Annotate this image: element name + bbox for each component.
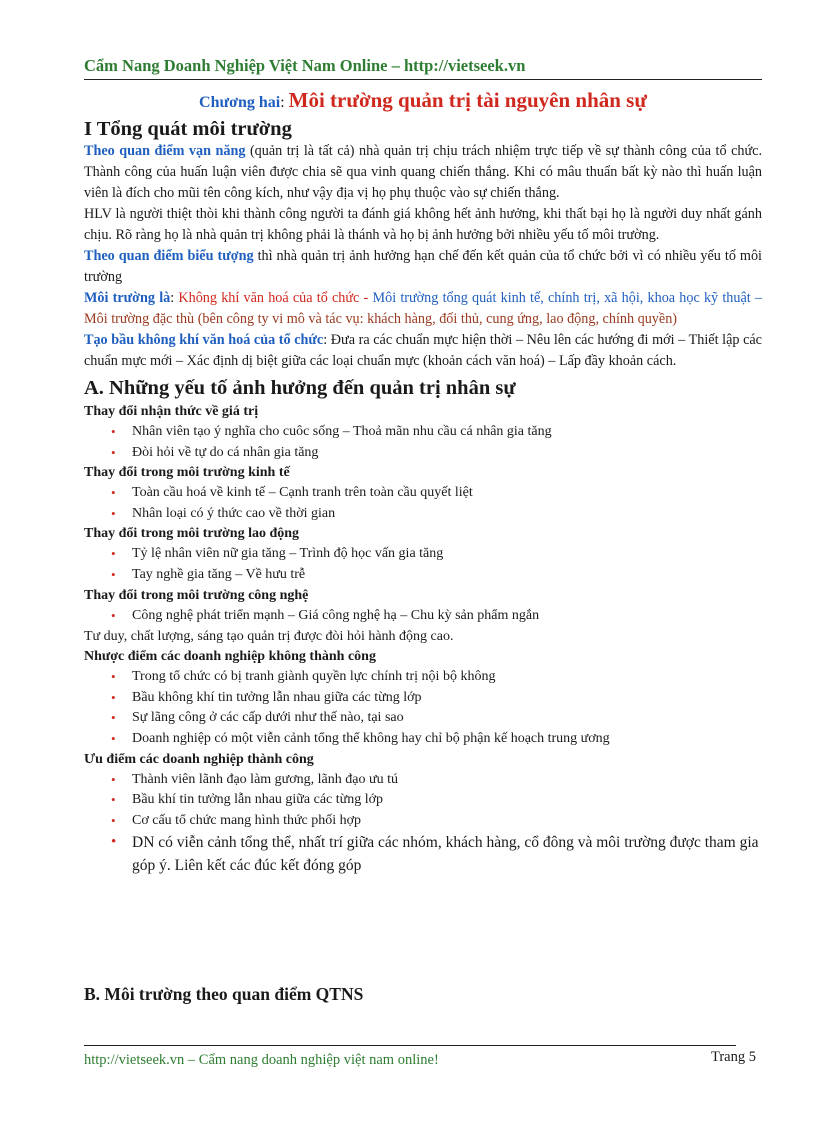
- environment-lead: Môi trường là: [84, 290, 171, 306]
- list-item-text: Bầu không khí tin tưởng lẫn nhau giữa các từng lớp: [132, 689, 422, 705]
- list-item: [84, 544, 762, 565]
- factor-group: [84, 402, 762, 463]
- thinking-line: Tư duy, chất lượng, sáng tạo quản trị được đòi hỏi hành động cao.: [84, 629, 454, 645]
- list-item: [84, 831, 762, 877]
- culture-text: : Đưa ra các chuẩn mực hiện thời – Nêu lên các hướng đi mới – Thiết lập các chuẩn mực mới – Xác định dị biệt giữa các loại chuẩn mực (khoản cách văn hoá) – Lấp đầy khoản cách.: [84, 332, 762, 369]
- list-item: [84, 667, 762, 688]
- bullet-icon: •: [111, 792, 116, 808]
- list-item-text: Công nghệ phát triển mạnh – Giá công nghệ hạ – Chu kỳ sản phẩm ngắn: [132, 607, 540, 623]
- list-item-text: Trong tổ chức có bị tranh giành quyền lực chính trị nội bộ không: [132, 669, 496, 685]
- strength-title: Ưu điểm các doanh nghiệp thành công: [84, 751, 314, 767]
- page-body: [84, 56, 762, 877]
- environment-specific: Môi trường đặc thù (bên công ty vi mô và tác vụ: khách hàng, đối thủ, cung ứng, lao động, chính quyền): [84, 311, 678, 327]
- bullet-icon: •: [111, 710, 116, 726]
- factor-group: [84, 463, 762, 524]
- section-b-heading: B. Môi trường theo quan điểm QTNS: [84, 984, 364, 1004]
- list-item: [84, 504, 762, 525]
- footer-rule: [84, 1045, 736, 1046]
- list-item: [84, 708, 762, 729]
- list-item: [84, 811, 762, 832]
- bullet-icon: •: [111, 834, 117, 851]
- list-item-text: Tay nghề gia tăng – Về hưu trễ: [132, 566, 306, 582]
- list-item-text: Cơ cấu tổ chức mang hình thức phối hợp: [132, 812, 362, 828]
- weakness-group: [84, 647, 762, 749]
- section-a-heading: A. Những yếu tố ảnh hưởng đến quản trị nhân sự: [84, 377, 516, 399]
- symbolic-view-lead: Theo quan điểm biểu tượng: [84, 248, 254, 264]
- section-i-heading: I Tổng quát môi trường: [84, 118, 292, 140]
- bullet-icon: •: [111, 771, 116, 787]
- environment-culture: Không khí văn hoá của tổ chức -: [178, 290, 373, 306]
- footer-link[interactable]: http://vietseek.vn – Cẩm nang doanh nghiệp việt nam online!: [84, 1052, 439, 1068]
- bullet-icon: •: [111, 444, 116, 460]
- list-item: [84, 790, 762, 811]
- symbolic-view-text: thì nhà quản trị ảnh hưởng hạn chế đến kết quản của tổ chức bởi vì có nhiều yếu tố môi trường: [84, 248, 762, 285]
- bullet-icon: •: [111, 669, 116, 685]
- bullet-icon: •: [111, 730, 116, 746]
- paragraph-symbolic-view: [84, 246, 762, 288]
- list-item-text: Nhân loại có ý thức cao về thời gian: [132, 505, 336, 521]
- list-item-text: Sự lãng công ở các cấp dưới như thế nào, tại sao: [132, 710, 404, 726]
- universal-view-text: (quản trị là tất cả) nhà quản trị chịu trách nhiệm trực tiếp về sự thành công của tổ chức. Thành công của huấn luận viên được chia sẽ qua vinh quang chiến thắng. Khi có mâu thuẩn bất kỳ nào thì huấn luận viên là đích cho mũi tên công kích, như vậy địa vị họ phụ thuộc vào sự chiến thắng.: [84, 143, 762, 201]
- bullet-icon: •: [111, 689, 116, 705]
- universal-view-lead: Theo quan điểm vạn năng: [84, 143, 246, 159]
- bullet-icon: •: [111, 566, 116, 582]
- bullet-icon: •: [111, 607, 116, 623]
- list-item-text: Bầu khí tin tưởng lẫn nhau giữa các từng lớp: [132, 792, 384, 808]
- paragraph-culture: [84, 330, 762, 372]
- bullet-icon: •: [111, 546, 116, 562]
- factor-group-title: Thay đổi trong môi trường kinh tế: [84, 465, 290, 481]
- list-item-text: Thành viên lãnh đạo làm gương, lãnh đạo ưu tú: [132, 771, 398, 787]
- header-rule: [84, 79, 762, 80]
- strength-group: [84, 750, 762, 878]
- page-number: Trang 5: [711, 1049, 756, 1065]
- chapter-heading: [84, 86, 762, 117]
- list-item-text: Tỷ lệ nhân viên nữ gia tăng – Trình độ học vấn gia tăng: [132, 546, 444, 562]
- list-item: [84, 729, 762, 750]
- list-item-text: DN có viễn cảnh tổng thể, nhất trí giữa các nhóm, khách hàng, cổ đông và môi trường được tham gia góp ý. Liên kết các đúc kết đóng góp: [132, 834, 759, 875]
- factor-group: [84, 524, 762, 585]
- paragraph-coach: HLV là người thiệt thòi khi thành công người ta đánh giá không hết ảnh hưởng, khi thất bại họ là người duy nhất gánh chịu. Rõ ràng họ là nhà quản trị không phải là thánh và họ bị ảnh hưởng bởi nhiều yếu tố môi trường.: [84, 206, 762, 243]
- chapter-label: Chương hai: [199, 94, 281, 111]
- list-item-text: Nhân viên tạo ý nghĩa cho cuôc sống – Thoả mãn nhu cầu cá nhân gia tăng: [132, 424, 552, 439]
- weakness-title: Nhược điểm các doanh nghiệp không thành công: [84, 649, 376, 665]
- paragraph-universal-view: [84, 141, 762, 204]
- list-item: [84, 422, 762, 443]
- factor-group-title: Thay đổi nhận thức về giá trị: [84, 404, 259, 419]
- bullet-icon: •: [111, 505, 116, 521]
- environment-colon: :: [170, 290, 179, 306]
- running-header: Cẩm Nang Doanh Nghiệp Việt Nam Online – http://vietseek.vn: [84, 56, 526, 75]
- culture-lead: Tạo bầu không khí văn hoá của tổ chức: [84, 332, 324, 348]
- chapter-title: Môi trường quản trị tài nguyên nhân sự: [288, 88, 647, 112]
- bullet-icon: •: [111, 424, 116, 439]
- chapter-colon: :: [280, 94, 285, 111]
- list-item-text: Doanh nghiệp có một viễn cảnh tổng thể không hay chỉ bộ phận kế hoạch trung ương: [132, 730, 610, 746]
- bullet-icon: •: [111, 485, 116, 501]
- list-item: [84, 483, 762, 504]
- list-item: [84, 688, 762, 709]
- list-item: [84, 565, 762, 586]
- list-item-text: Toàn cầu hoá về kinh tế – Cạnh tranh trên toàn cầu quyết liệt: [132, 485, 473, 501]
- list-item-text: Đòi hỏi về tự do cá nhân gia tăng: [132, 444, 319, 460]
- factor-group-title: Thay đổi trong môi trường lao động: [84, 526, 300, 542]
- bullet-icon: •: [111, 812, 116, 828]
- factor-group: [84, 586, 762, 627]
- factor-group-title: Thay đổi trong môi trường công nghệ: [84, 587, 309, 603]
- list-item: [84, 770, 762, 791]
- environment-general: Môi trường tổng quát kinh tế, chính trị, xã hội, khoa học kỹ thuật –: [372, 290, 763, 306]
- list-item: [84, 606, 762, 627]
- list-item: [84, 443, 762, 464]
- paragraph-environment: [84, 288, 762, 330]
